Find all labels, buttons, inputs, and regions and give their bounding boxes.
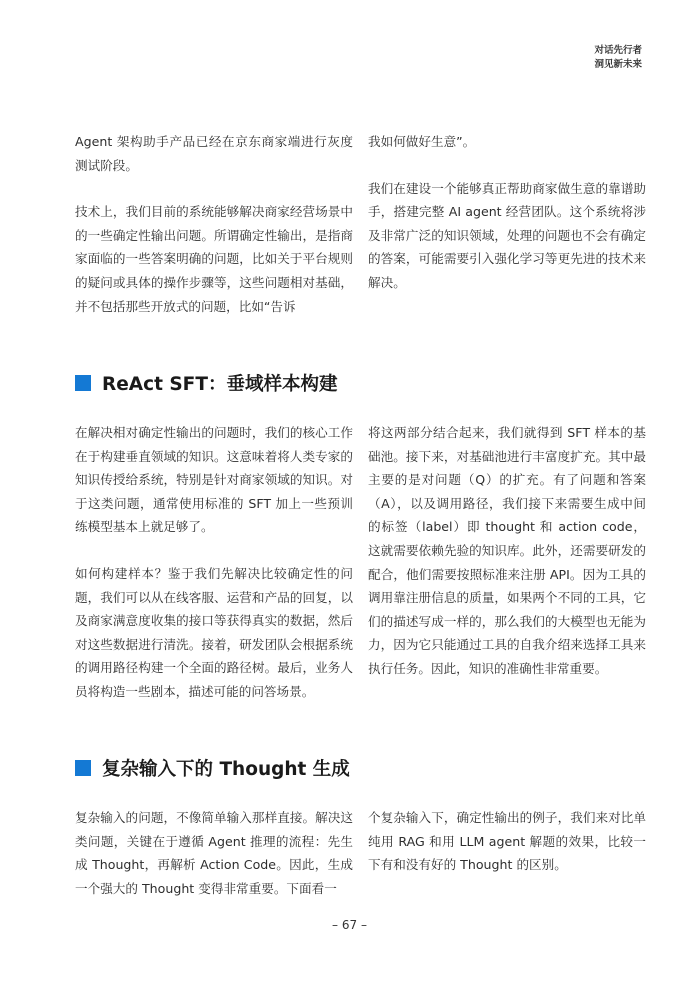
section-heading-react-sft — [75, 370, 337, 396]
page-number: – 67 – — [332, 918, 367, 932]
section2-right-column — [368, 806, 646, 877]
section-heading-thought — [75, 755, 350, 781]
paragraph: 个复杂输入下，确定性输出的例子，我们来对比单纯用 RAG 和用 LLM agent 解题的效果，比较一下有和没有好的 Thought 的区别。 — [368, 810, 646, 873]
paragraph: 在解决相对确定性输出的问题时，我们的核心工作在于构建垂直领域的知识。这意味着将人类专家的知识传授给系统，特别是针对商家领域的知识。对于这类问题，通常使用标准的 SFT 加上一些预训练模型基本上就足够了。 — [75, 425, 353, 535]
paragraph: 将这两部分结合起来，我们就得到 SFT 样本的基础池。接下来，对基础池进行丰富度扩充。其中最主要的是对问题（Q）的扩充。有了问题和答案（A），以及调用路径，我们接下来需要生成中间的标签（label）即 thought 和 action code，这就需要依赖先验的知识库。此外，还需要研发的配合，他们需要按照标准来注册 API。因为工具的调用靠注册信息的质量，如果两个不同的工具，它们的描述写成一样的，那么我们的大模型也无能为力，因为它只能通过工具的自我介绍来选择工具来执行任务。因此，知识的准确性非常重要。 — [368, 425, 646, 676]
header-tagline — [594, 44, 642, 72]
paragraph: 如何构建样本？鉴于我们先解决比较确定性的问题，我们可以从在线客服、运营和产品的回复，以及商家满意度收集的接口等获得真实的数据，然后对这些数据进行清洗。接着，研发团队会根据系统的调用路径构建一个全面的路径树。最后，业务人员将构造一些剧本，描述可能的问答场景。 — [75, 565, 353, 699]
heading-text: 复杂输入下的 Thought 生成 — [102, 759, 350, 780]
heading-square-icon — [75, 375, 91, 391]
heading-text: ReAct SFT：垂域样本构建 — [102, 374, 338, 395]
intro-right-column — [368, 130, 646, 295]
tagline-line-2: 洞见新未来 — [594, 59, 642, 70]
paragraph: 我如何做好生意”。 — [368, 134, 476, 149]
section2-left-column — [75, 806, 353, 900]
section1-left-column — [75, 421, 353, 704]
paragraph: 我们在建设一个能够真正帮助商家做生意的靠谱助手，搭建完整 AI agent 经营团队。这个系统将涉及非常广泛的知识领域，处理的问题也不会有确定的答案，可能需要引入强化学习等更先进的技术来解决。 — [368, 180, 646, 290]
heading-square-icon — [75, 760, 91, 776]
tagline-line-1: 对话先行者 — [594, 45, 642, 56]
paragraph: 复杂输入的问题，不像简单输入那样直接。解决这类问题，关键在于遵循 Agent 推理的流程：先生成 Thought，再解析 Action Code。因此，生成一个强大的 Thought 变得非常重要。下面看一 — [75, 810, 353, 896]
intro-left-column — [75, 130, 353, 318]
section1-right-column — [368, 421, 646, 681]
paragraph: 技术上，我们目前的系统能够解决商家经营场景中的一些确定性输出问题。所谓确定性输出，是指商家面临的一些答案明确的问题，比如关于平台规则的疑问或具体的操作步骤等，这些问题相对基础，并不包括那些开放式的问题，比如“告诉 — [75, 204, 353, 314]
paragraph: Agent 架构助手产品已经在京东商家端进行灰度测试阶段。 — [75, 134, 353, 173]
